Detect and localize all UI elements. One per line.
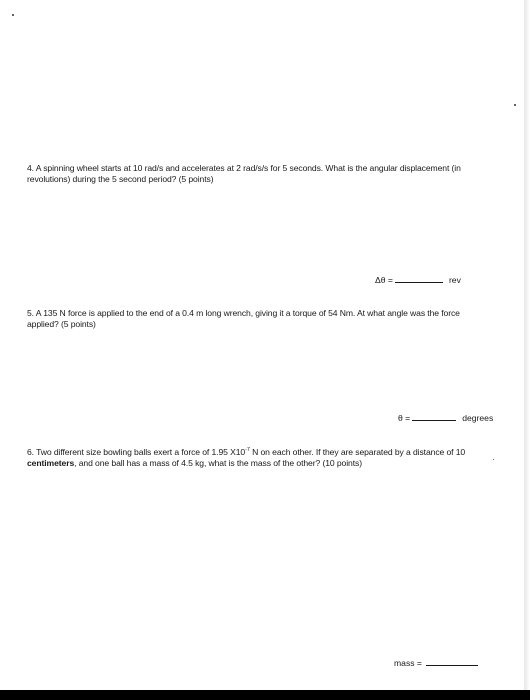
question-5-text: 5. A 135 N force is applied to the end of a 0.4 m long wrench, giving it a torque of 54 Nm. At what angle was the force applied? (5 points) bbox=[27, 308, 460, 329]
answer-unit: degrees bbox=[462, 413, 494, 423]
question-6-text-part2: N on each other. If they are separated by a distance of 10 bbox=[249, 447, 466, 457]
question-4-text: 4. A spinning wheel starts at 10 rad/s and accelerates at 2 rad/s/s for 5 seconds. What is the angular displacement (in revolutions) during the 5 second period? (5 points) bbox=[27, 163, 461, 184]
answer-label: θ = bbox=[398, 413, 411, 423]
answer-label: mass = bbox=[394, 658, 422, 668]
answer-unit: rev bbox=[448, 275, 461, 285]
question-6-answer bbox=[394, 657, 480, 668]
question-6-text bbox=[27, 447, 477, 468]
question-4-answer bbox=[375, 274, 461, 285]
emphasis-centimeters: centimeters bbox=[27, 457, 75, 468]
answer-blank[interactable] bbox=[412, 412, 456, 421]
scan-speck bbox=[514, 104, 516, 106]
answer-label: Δθ = bbox=[375, 275, 393, 285]
answer-blank[interactable] bbox=[395, 274, 443, 283]
scan-speck bbox=[493, 459, 494, 460]
question-6-text-part3: , and one ball has a mass of 4.5 kg, what is the mass of the other? (10 points) bbox=[74, 457, 362, 468]
question-5-answer bbox=[398, 412, 493, 423]
question-6 bbox=[27, 447, 477, 468]
question-5 bbox=[27, 308, 477, 329]
answer-blank[interactable] bbox=[426, 657, 478, 666]
exponent: -7 bbox=[245, 447, 250, 453]
question-6-text-part1: 6. Two different size bowling balls exert a force of 1.95 X10 bbox=[27, 447, 246, 457]
scan-speck bbox=[12, 14, 14, 16]
page-edge-shadow bbox=[524, 0, 530, 690]
scan-bottom-border bbox=[0, 690, 530, 700]
question-4 bbox=[27, 163, 477, 184]
